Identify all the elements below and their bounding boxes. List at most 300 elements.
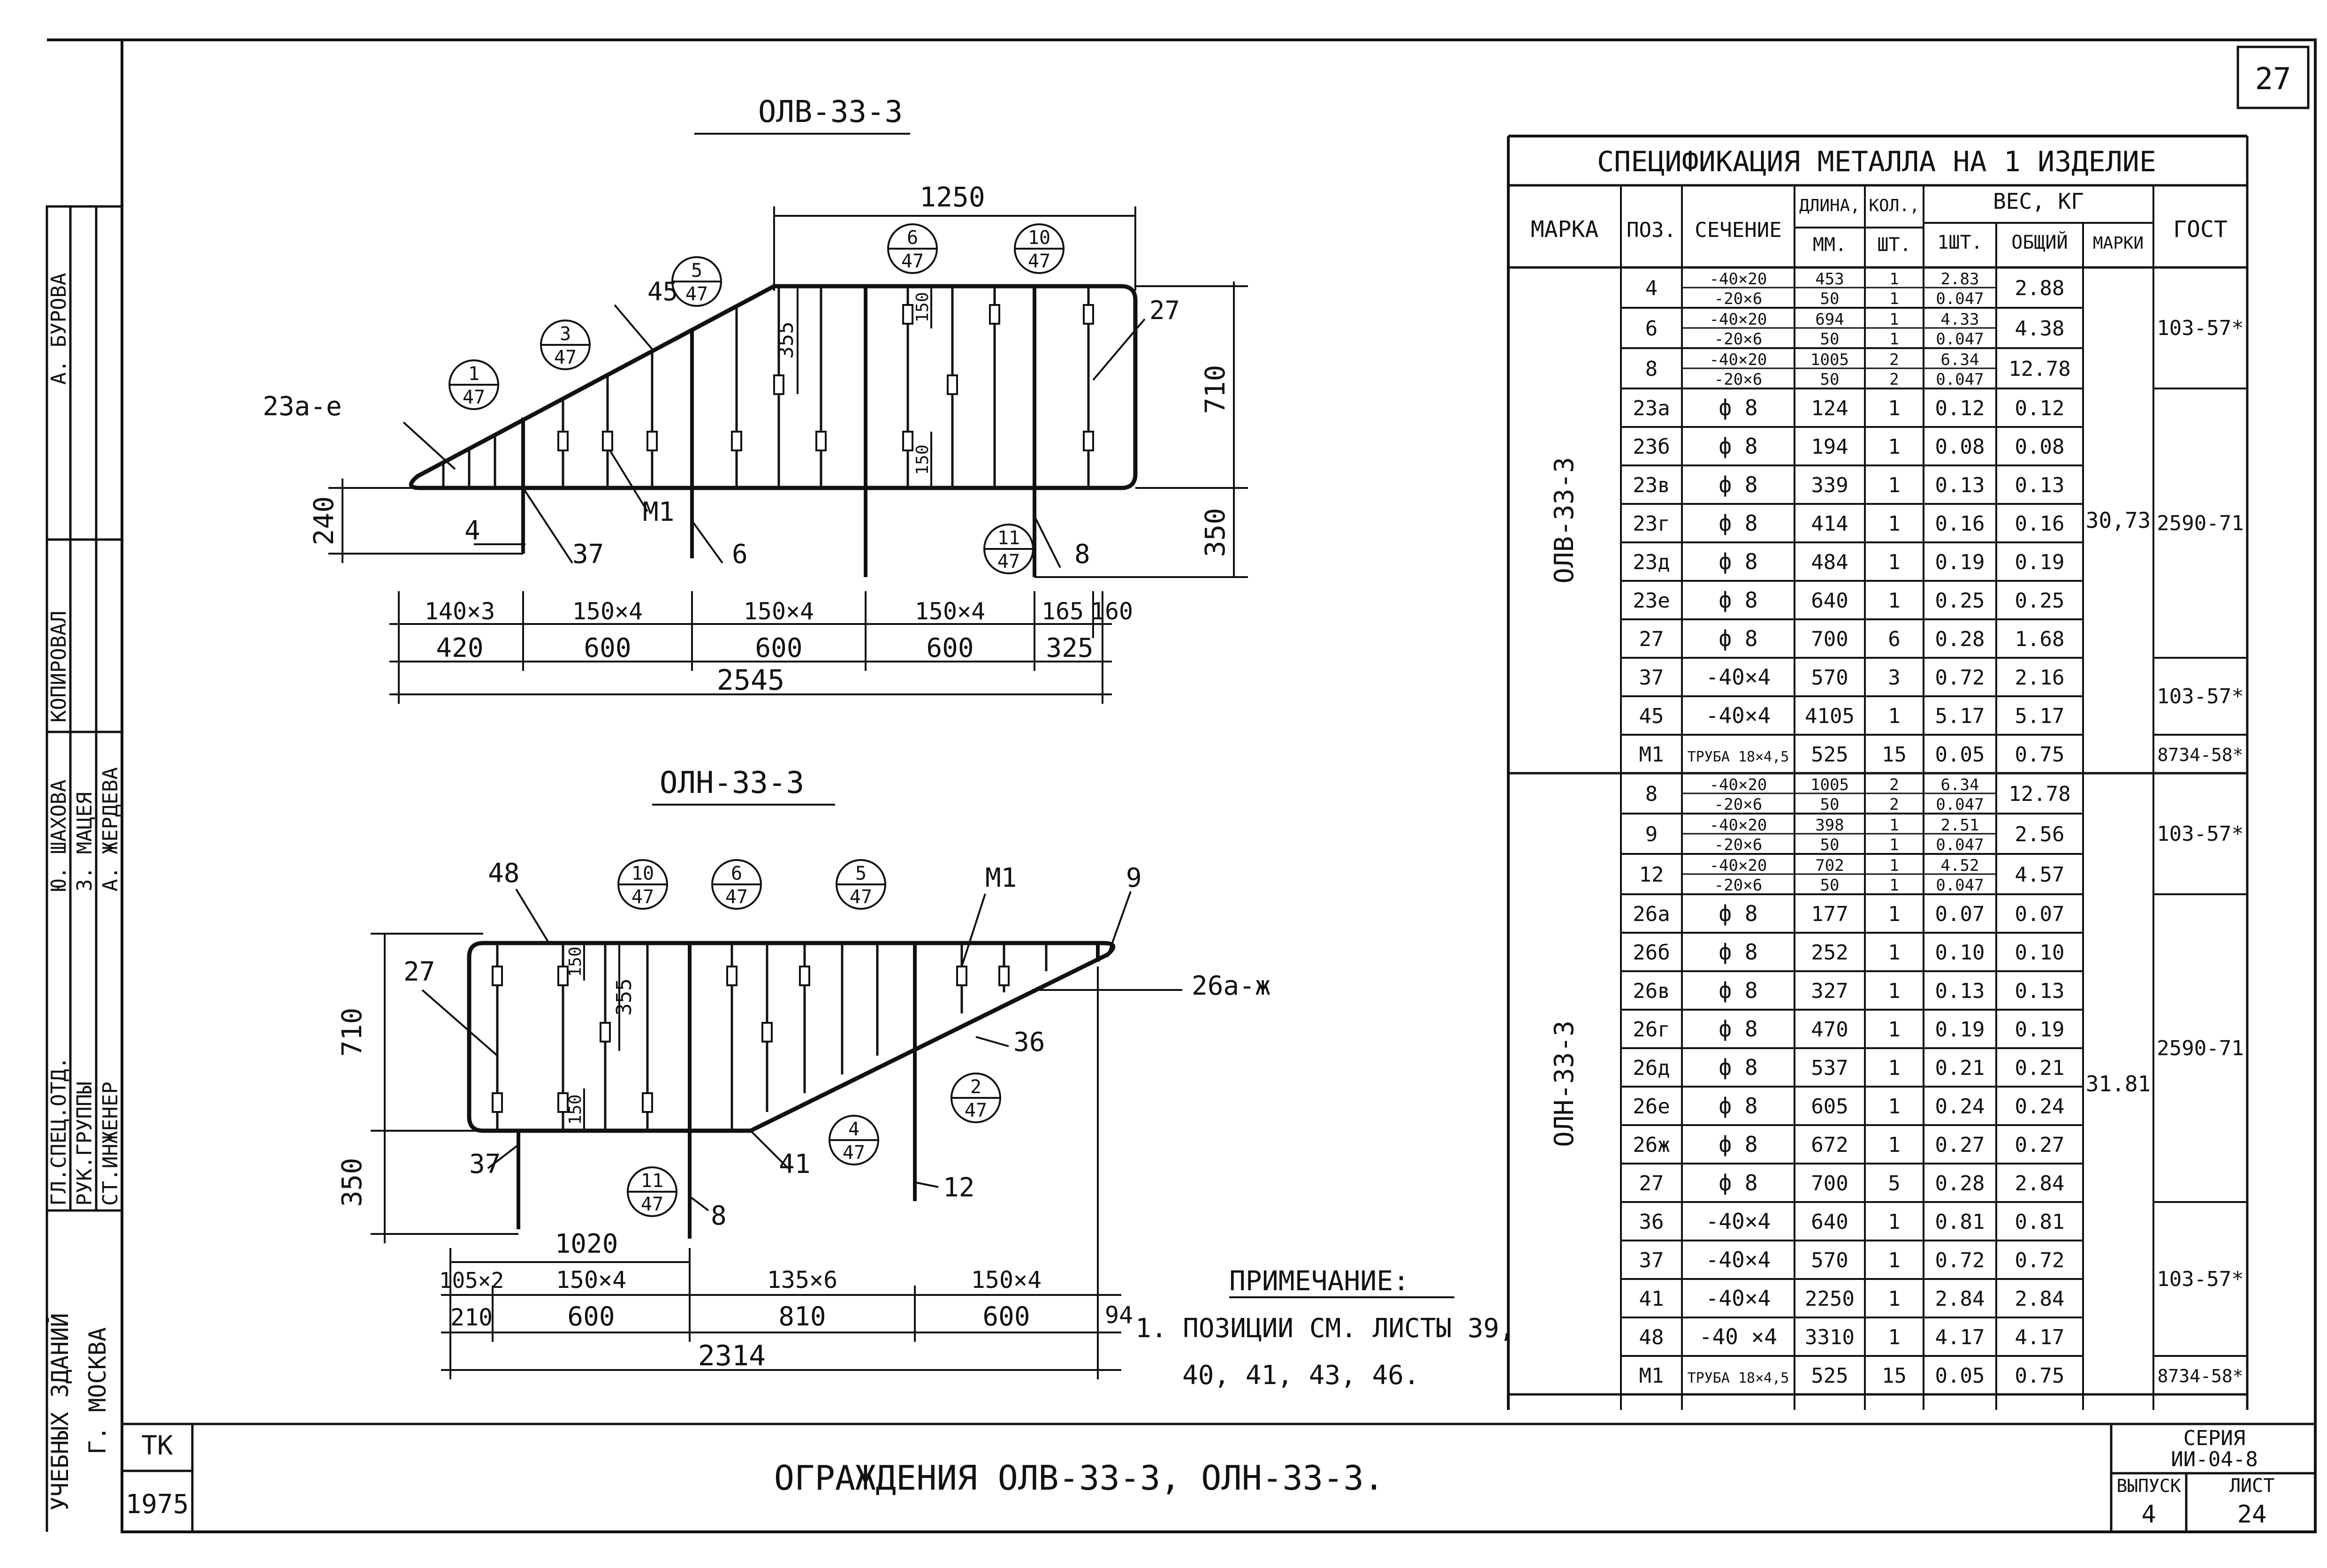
spec-sech: ТРУБА 18×4,5 [1687,749,1789,765]
spec-len: 694 [1815,310,1844,329]
spec-len: 640 [1811,1210,1848,1234]
spec-sech: -40×20 [1709,270,1767,289]
dim2-t2: 600 [567,1302,615,1332]
spec-len: 1005 [1810,776,1849,794]
vypusk-label: ВЫПУСК [2116,1476,2181,1496]
spec-poz: 23б [1633,435,1670,459]
spec-poz: 26г [1633,1018,1670,1042]
label-6: 6 [732,539,748,570]
label2-41: 41 [779,1149,811,1180]
bubble-bottom: 47 [1027,251,1051,272]
spec-len: 672 [1811,1133,1848,1157]
spec-qty: 1 [1888,704,1901,728]
spec-one: 0.10 [1935,941,1985,965]
spec-poz: 23в [1633,473,1670,497]
spec-poz: 26б [1633,941,1670,965]
note-title: ПРИМЕЧАНИЕ: [1229,1265,1410,1297]
spec-one: 0.047 [1936,330,1984,349]
spec-qty: 1 [1889,856,1899,875]
spec-poz: 26а [1633,902,1670,926]
spec-total: 2.84 [2015,1287,2065,1311]
label2-27: 27 [403,957,435,987]
drawing-oln-33-3 [336,766,1271,1379]
label-23a-e: 23а-е [263,391,342,422]
spec-total: 0.16 [2015,512,2065,536]
dim-350: 350 [1199,508,1231,557]
spec-qty: 1 [1888,435,1901,459]
spec-one: 4.33 [1940,310,1979,329]
spec-qty: 1 [1888,1056,1901,1080]
spec-total: 4.57 [2015,863,2065,887]
hdr-kol: КОЛ., [1869,196,1920,215]
spec-len: 339 [1811,473,1848,497]
bubble-bottom: 47 [964,1100,988,1121]
label2-12: 12 [943,1172,975,1203]
spec-sech: ф 8 [1719,978,1758,1003]
spec-qty: 6 [1888,627,1901,651]
spec-poz: 27 [1639,627,1664,651]
spec-gost: 2590-71 [2157,511,2244,535]
dim2-355: 355 [612,978,636,1016]
spec-total: 12.78 [2008,782,2071,806]
spec-sech: -40×4 [1705,1286,1771,1311]
bubble-bottom: 47 [554,347,577,368]
spec-one: 0.16 [1935,512,1985,536]
spec-len: 50 [1820,836,1840,854]
dim-t1: 420 [436,633,484,663]
list-label: ЛИСТ [2229,1475,2275,1497]
stamp-name-3: А. ЖЕРДЕВА [99,767,122,891]
spec-len: 700 [1811,627,1848,651]
bubble-top: 1 [468,363,480,385]
spec-total: 4.38 [2015,317,2065,341]
spec-one: 0.21 [1935,1056,1985,1080]
spec-sech: -20×6 [1714,289,1763,308]
title-block [122,1424,2315,1532]
bubble-bottom: 47 [462,387,486,408]
bubble-top: 6 [730,863,743,884]
spec-len: 702 [1815,856,1844,875]
spec-total: 4.17 [2015,1325,2065,1349]
spec-total-weight: 31.81 [2085,1071,2151,1096]
bubble-bottom: 47 [631,886,654,908]
spec-len: 525 [1811,1364,1848,1388]
spec-one: 2.83 [1940,270,1979,289]
pipe-bushings [558,305,1093,450]
spec-qty: 1 [1888,941,1901,965]
dim2-seg2: 150×4 [555,1266,627,1294]
spec-qty: 1 [1889,876,1899,895]
spec-total: 0.19 [2015,1018,2065,1042]
spec-len: 50 [1820,795,1840,814]
spec-len: 4105 [1805,704,1855,728]
spec-sech: -40×20 [1709,776,1767,794]
spec-sech: ф 8 [1719,472,1758,497]
spec-one: 0.12 [1935,396,1985,420]
stamp-org-2: Г. МОСКВА [84,1327,111,1454]
spec-gost: 2590-71 [2157,1036,2244,1060]
spec-len: 570 [1811,1248,1848,1272]
spec-total: 2.84 [2015,1172,2065,1195]
stamp-role-2: РУК.ГРУППЫ [73,1081,97,1206]
spec-total: 0.12 [2015,396,2065,420]
note-line-1: 1. ПОЗИЦИИ СМ. ЛИСТЫ 39, [1135,1313,1515,1344]
hdr-sech: СЕЧЕНИЕ [1695,218,1782,242]
label-8: 8 [1074,539,1090,570]
spec-poz: 36 [1639,1210,1664,1234]
dim-t2: 600 [584,633,631,663]
spec-one: 0.81 [1935,1210,1985,1234]
detail-bubble [829,1116,878,1165]
spec-qty: 3 [1888,666,1901,690]
list-value: 24 [2237,1500,2267,1529]
spec-qty: 1 [1888,902,1901,926]
spec-gost: 103-57* [2157,1267,2244,1291]
spec-total: 0.13 [2015,473,2065,497]
spec-len: 3310 [1805,1325,1855,1349]
dim-t5: 325 [1046,633,1094,663]
label2-m1: М1 [985,863,1017,893]
stamp-org-1: УЧЕБНЫХ ЗДАНИЙ [46,1313,74,1511]
detail-bubble [712,860,761,909]
dim2-seg3: 135×6 [767,1266,838,1294]
pipe-bushings-2 [493,967,1009,1112]
spec-qty: 1 [1889,330,1899,349]
spec-total: 0.75 [2015,743,2065,767]
spec-total: 0.10 [2015,941,2065,965]
spec-poz: 48 [1639,1325,1664,1349]
spec-poz: 9 [1645,822,1658,846]
dim-seg2: 150×4 [572,598,643,625]
spec-gost: 103-57* [2157,316,2244,340]
spec-one: 0.07 [1935,902,1985,926]
spec-poz: 23д [1633,550,1670,574]
spec-sech: ф 8 [1719,1170,1758,1195]
label2-36: 36 [1013,1027,1045,1058]
spec-one: 0.047 [1936,795,1984,814]
spec-one: 0.047 [1936,836,1984,854]
spec-total: 1.68 [2015,627,2065,651]
spec-qty: 1 [1888,512,1901,536]
spec-sech: ф 8 [1719,587,1758,613]
label-37: 37 [572,539,604,570]
spec-qty: 1 [1888,550,1901,574]
stamp-role-3: СТ.ИНЖЕНЕР [99,1081,122,1206]
hdr-marka: МАРКА [1530,216,1599,243]
bubble-top: 10 [631,863,654,884]
spec-sech: -40×4 [1705,703,1771,728]
label2-9: 9 [1126,863,1142,893]
hdr-gost: ГОСТ [2173,216,2228,243]
spec-qty: 1 [1889,816,1899,835]
spec-poz: 26в [1633,979,1670,1003]
hdr-one: 1ШТ. [1937,232,1983,253]
spec-qty: 1 [1888,1133,1901,1157]
spec-poz: 45 [1639,704,1664,728]
spec-len: 398 [1815,816,1844,835]
seria-value: ИИ-04-8 [2171,1447,2258,1471]
tk-label: ТК [141,1431,173,1461]
label-27: 27 [1149,296,1180,325]
spec-poz: М1 [1639,1364,1664,1388]
spec-one: 0.72 [1935,1248,1985,1272]
spec-sech: -40×20 [1709,856,1767,875]
seria-label: СЕРИЯ [2183,1426,2246,1450]
year: 1975 [125,1489,189,1520]
drawing2-title: ОЛН-33-3 [659,766,805,800]
spec-one: 4.52 [1940,856,1979,875]
spec-total: 0.13 [2015,979,2065,1003]
spec-len: 484 [1811,550,1848,574]
spec-qty: 15 [1882,743,1907,767]
bubble-top: 11 [640,1170,664,1192]
dim2-seg1: 105×2 [439,1268,504,1293]
dim2-150-bottom: 150 [566,1094,585,1125]
spec-sech: -40×4 [1705,1209,1771,1234]
spec-len: 414 [1811,512,1848,536]
hdr-ves: ВЕС, КГ [1993,189,2084,214]
spec-qty: 1 [1889,310,1899,329]
spec-poz: 8 [1645,782,1658,806]
spec-total: 0.21 [2015,1056,2065,1080]
spec-one: 4.17 [1935,1325,1985,1349]
detail-bubble [618,860,667,909]
spec-one: 0.13 [1935,473,1985,497]
spec-qty: 1 [1888,396,1901,420]
dim2-150-top: 150 [566,946,585,977]
hdr-poz: ПОЗ. [1627,218,1676,242]
spec-total-weight: 30,73 [2085,508,2151,533]
dim2-t4: 600 [982,1302,1030,1332]
drawing-olv-33-3 [263,95,1248,704]
bubble-bottom: 47 [725,886,748,908]
spec-poz: 41 [1639,1287,1664,1311]
spec-one: 0.08 [1935,435,1985,459]
spec-sech: ф 8 [1719,626,1758,651]
hdr-marki: МАРКИ [2092,234,2144,253]
spec-one: 0.05 [1935,1364,1985,1388]
spec-len: 1005 [1810,350,1849,369]
spec-poz: М1 [1639,743,1664,767]
spec-total: 0.08 [2015,435,2065,459]
sheet-number: 27 [2255,62,2291,97]
sheet-number-box [2238,47,2308,108]
dim-seg3: 150×4 [743,598,814,625]
spec-sech: ф 8 [1719,395,1758,420]
spec-sech: -20×6 [1714,876,1763,895]
spec-poz: 37 [1639,1248,1664,1272]
dim-355: 355 [774,321,798,359]
dim-150-bottom: 150 [913,444,932,475]
side-stamp [46,206,122,1532]
spec-sech: -40×20 [1709,816,1767,835]
spec-qty: 1 [1888,1095,1901,1119]
stamp-kopiroval: КОПИРОВАЛ [47,610,71,723]
spec-qty: 1 [1888,1210,1901,1234]
spec-total: 0.75 [2015,1364,2065,1388]
spec-qty: 1 [1888,1018,1901,1042]
spec-sech: ф 8 [1719,1016,1758,1042]
bubble-bottom: 47 [849,886,873,908]
hdr-dlina: ДЛИНА, [1799,196,1861,215]
detail-bubbles [449,224,1064,573]
spec-qty: 1 [1888,589,1901,613]
spec-total: 2.56 [2015,822,2065,846]
spec-one: 0.05 [1935,743,1985,767]
spec-poz: 23г [1633,512,1670,536]
spec-one: 0.24 [1935,1095,1985,1119]
spec-one: 0.28 [1935,1172,1985,1195]
spec-total: 2.88 [2015,276,2065,300]
bubble-bottom: 47 [685,283,708,305]
spec-total: 0.24 [2015,1095,2065,1119]
spec-len: 177 [1811,902,1848,926]
bubble-bottom: 47 [901,251,924,272]
dim2-710: 710 [336,1007,368,1057]
dim-seg6: 160 [1090,598,1133,625]
spec-poz: 6 [1645,317,1658,341]
spec-total: 0.72 [2015,1248,2065,1272]
detail-bubble [628,1167,677,1216]
spec-poz: 23е [1633,589,1670,613]
detail-bubble [837,860,885,909]
spec-poz: 4 [1645,276,1658,300]
drawing-title: ОГРАЖДЕНИЯ ОЛВ-33-3, ОЛН-33-3. [774,1458,1384,1498]
spec-poz: 26ж [1633,1133,1670,1157]
spec-len: 470 [1811,1018,1848,1042]
dim2-350: 350 [336,1157,368,1207]
spec-len: 525 [1811,743,1848,767]
dim-t3: 600 [755,633,803,663]
spec-one: 0.047 [1936,370,1984,389]
dim2-total: 2314 [698,1340,766,1372]
spec-total: 5.17 [2015,704,2065,728]
spec-sech: ТРУБА 18×4,5 [1687,1370,1789,1386]
spec-qty: 15 [1882,1364,1907,1388]
bubble-top: 3 [559,323,571,345]
spec-sech: -20×6 [1714,795,1763,814]
spec-sech: ф 8 [1719,1055,1758,1080]
spec-total: 2.16 [2015,666,2065,690]
spec-len: 252 [1811,941,1848,965]
spec-qty: 1 [1888,979,1901,1003]
spec-sech: -20×6 [1714,330,1763,349]
spec-total: 0.07 [2015,902,2065,926]
spec-qty: 2 [1889,795,1899,814]
spec-len: 50 [1820,289,1840,308]
spec-len: 537 [1811,1056,1848,1080]
spec-one: 0.19 [1935,1018,1985,1042]
specification-table [1508,136,2247,1410]
spec-len: 700 [1811,1172,1848,1195]
spec-total: 0.19 [2015,550,2065,574]
bubble-top: 5 [691,260,703,282]
label2-48: 48 [488,858,520,889]
spec-gost: 103-57* [2157,822,2244,846]
spec-gost: 8734-58* [2157,1366,2243,1386]
spec-len: 327 [1811,979,1848,1003]
note-line-2: 40, 41, 43, 46. [1182,1360,1420,1391]
dim-total: 2545 [716,664,785,697]
spec-sech: -40 ×4 [1699,1324,1778,1349]
detail-bubble [951,1073,1000,1122]
spec-len: 194 [1811,435,1848,459]
dim-seg4: 150×4 [914,598,986,625]
detail-bubble [984,525,1033,573]
spec-len: 50 [1820,370,1840,389]
spec-len: 570 [1811,666,1848,690]
bubble-top: 2 [970,1076,982,1098]
spec-one: 0.13 [1935,979,1985,1003]
spec-one: 0.19 [1935,550,1985,574]
dim-150-top: 150 [913,292,932,323]
spec-sech: ф 8 [1719,1093,1758,1119]
spec-sech: ф 8 [1719,434,1758,459]
spec-sech: ф 8 [1719,939,1758,965]
spec-total: 0.81 [2015,1210,2065,1234]
dim2-t1: 210 [450,1304,493,1331]
spec-poz: 26д [1633,1056,1670,1080]
spec-qty: 1 [1888,473,1901,497]
spec-one: 6.34 [1940,776,1979,794]
dim-710: 710 [1199,365,1231,414]
dim-240: 240 [308,496,340,546]
spec-len: 2250 [1805,1287,1855,1311]
stamp-name-2: З. МАЦЕЯ [73,792,97,891]
spec-total: 12.78 [2008,357,2071,381]
bubble-top: 11 [997,527,1020,549]
spec-poz: 8 [1645,357,1658,381]
detail-bubble [541,320,590,369]
dimension-lines [328,206,1248,704]
spec-qty: 2 [1889,370,1899,389]
spec-poz: 12 [1639,863,1664,887]
spec-poz: 26е [1633,1095,1670,1119]
spec-total: 0.27 [2015,1133,2065,1157]
spec-one: 6.34 [1940,350,1979,369]
dim2-side: 94 [1105,1302,1133,1329]
bubble-bottom: 47 [842,1142,866,1164]
detail-bubble [888,224,937,273]
spec-gost: 8734-58* [2157,745,2243,765]
spec-sech: -40×4 [1705,1247,1771,1272]
bubble-top: 4 [848,1119,860,1140]
spec-one: 0.047 [1936,289,1984,308]
hdr-total: ОБЩИЙ [2011,232,2068,253]
detail-bubble [1015,224,1064,273]
spec-poz: 37 [1639,666,1664,690]
spec-title: СПЕЦИФИКАЦИЯ МЕТАЛЛА НА 1 ИЗДЕЛИЕ [1597,145,2157,178]
spec-one: 0.72 [1935,666,1985,690]
spec-qty: 1 [1888,1287,1901,1311]
spec-sech: ф 8 [1719,510,1758,536]
spec-one: 0.25 [1935,589,1985,613]
dim-seg1: 140×3 [424,598,495,625]
spec-sech: ф 8 [1719,901,1758,926]
bubble-bottom: 47 [997,551,1020,572]
detail-bubble [449,360,498,409]
stamp-kopir-name: А. БУРОВА [47,273,71,385]
note-block [1135,1265,1515,1391]
bubble-top: 6 [906,227,919,249]
stamp-name-1: Ю. ШАХОВА [47,779,71,891]
spec-len: 50 [1820,330,1840,349]
label2-8: 8 [711,1201,727,1231]
dim2-1020: 1020 [555,1229,618,1259]
dim-t4: 600 [926,633,974,663]
spec-marka: ОЛВ-33-3 [1549,457,1580,584]
spec-len: 50 [1820,876,1840,895]
